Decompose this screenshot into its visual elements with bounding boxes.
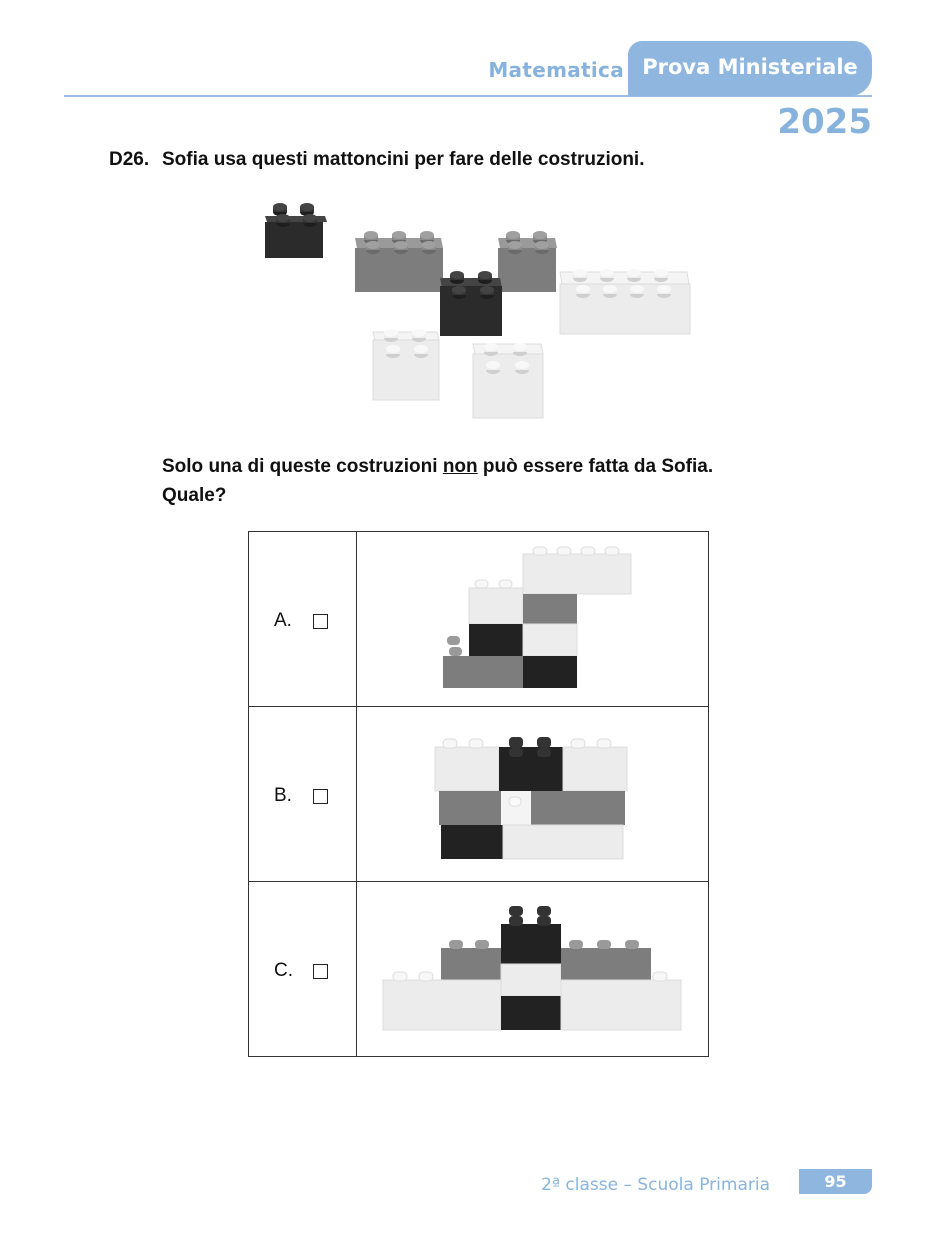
brick-white-long [560, 269, 690, 334]
brick-black-center [440, 271, 502, 336]
brick-white-small-left [373, 329, 439, 400]
option-letter: B. [274, 785, 292, 806]
footer-class-label: 2ª classe – Scuola Primaria [541, 1175, 770, 1195]
available-bricks-illustration [255, 198, 695, 423]
subject-label: Matematica [488, 58, 624, 82]
option-image-cell [357, 882, 709, 1057]
construction-b-illustration [357, 707, 708, 877]
option-b-checkbox[interactable] [313, 789, 328, 804]
brick-white-small-right [473, 343, 543, 418]
brick-black-small [265, 203, 327, 258]
option-image-cell [357, 707, 709, 882]
question-number: D26. [109, 149, 150, 170]
brick-gray-small [498, 231, 557, 292]
year-label: 2025 [777, 102, 872, 142]
brick-gray-long [355, 231, 443, 292]
header-tab [628, 41, 872, 96]
page-number: 95 [824, 1172, 847, 1191]
prompt-text-before: Solo una di queste costruzioni [162, 456, 443, 477]
option-row-c [249, 882, 709, 1057]
tab-label: Prova Ministeriale [642, 55, 858, 79]
option-letter: A. [274, 610, 292, 631]
prompt-line-2: Quale? [162, 485, 227, 506]
construction-c-illustration [357, 882, 708, 1052]
option-row-a [249, 532, 709, 707]
prompt-text-after: può essere fatta da Sofia. [477, 456, 714, 477]
option-label-cell [249, 882, 357, 1057]
construction-a-illustration [357, 532, 708, 702]
prompt-underlined-word: non [442, 456, 478, 477]
option-c-checkbox[interactable] [313, 964, 328, 979]
option-row-b [249, 707, 709, 882]
option-letter: C. [274, 960, 293, 981]
question-text: Sofia usa questi mattoncini per fare delle costruzioni. [162, 149, 645, 170]
answer-options-table [248, 531, 709, 1057]
option-label-cell [249, 707, 357, 882]
option-image-cell [357, 532, 709, 707]
prompt-line-1 [162, 456, 713, 478]
option-a-checkbox[interactable] [313, 614, 328, 629]
option-label-cell [249, 532, 357, 707]
page-number-box [799, 1169, 872, 1194]
